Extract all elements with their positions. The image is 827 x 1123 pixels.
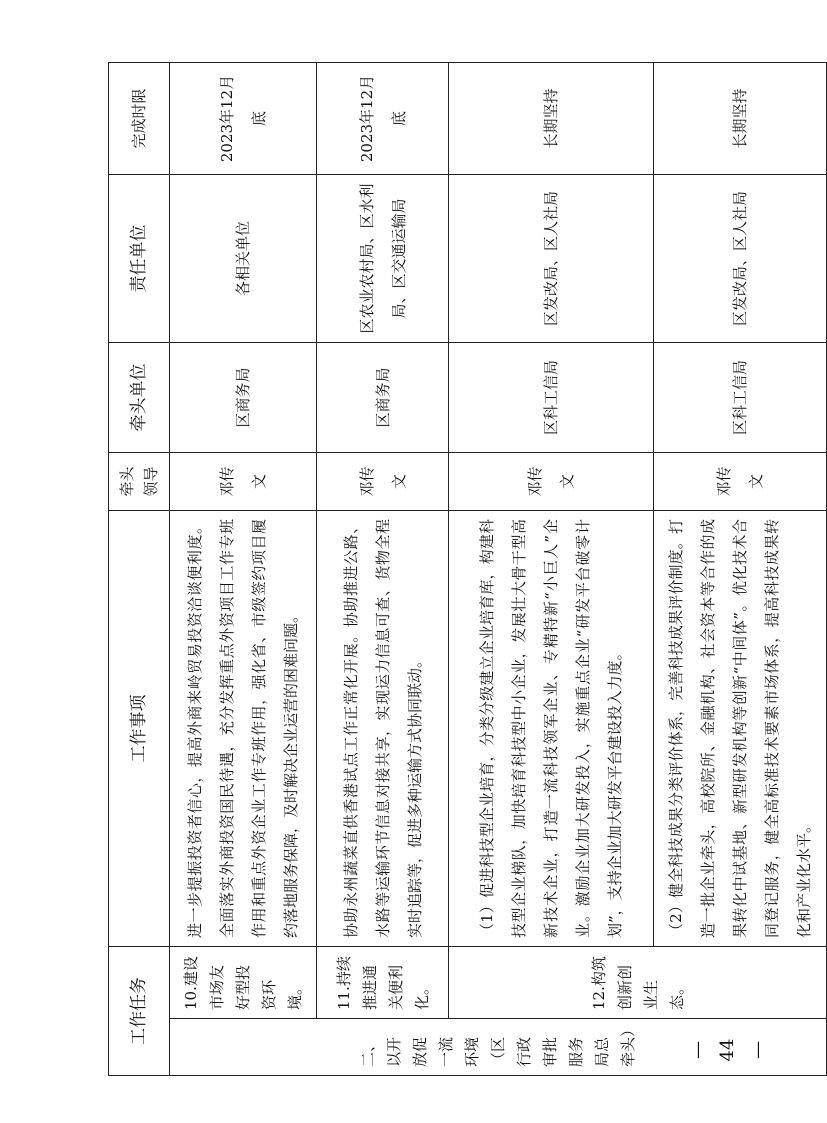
- table-row: [317, 63, 449, 1076]
- leader-cell: 邓传文: [654, 453, 827, 511]
- task-cell: 10.建设市场友好型投资环境。: [170, 947, 317, 1019]
- header-deadline: 完成时限: [109, 63, 170, 175]
- page-number: — 44 —: [687, 1038, 768, 1062]
- table-header-row: [109, 63, 170, 1076]
- leader-cell: 邓传文: [317, 453, 449, 511]
- header-leader: 牵头领导: [109, 453, 170, 511]
- task-cell: 11.持续推进通关便利化。: [317, 947, 449, 1019]
- lead-unit-cell: 区商务局: [317, 343, 449, 453]
- deadline-cell: 2023年12月底: [317, 63, 449, 175]
- lead-unit-cell: 区科工信局: [654, 343, 827, 453]
- rotated-table-wrapper: [108, 63, 813, 1076]
- item-cell: 协助永州蔬菜直供香港试点工作正常化开展。协助推进公路、水路等运输环节信息对接共享，实现运力信息可查、货物全程实时追踪等，促进多种运输方式协同联动。: [317, 511, 449, 947]
- section-cell: 二、以开放促一流环境（区行政审批服务局总牵头）: [170, 1019, 827, 1076]
- lead-unit-cell: 区科工信局: [449, 343, 654, 453]
- header-lead-unit: 牵头单位: [109, 343, 170, 453]
- lead-unit-cell: 区商务局: [170, 343, 317, 453]
- deadline-cell: 长期坚持: [654, 63, 827, 175]
- header-item: 工作事项: [109, 511, 170, 947]
- resp-unit-cell: 各相关单位: [170, 175, 317, 343]
- item-cell: 进一步提振投资者信心，提高外商来岭贸易投资洽谈便利度。全面落实外商投资国民待遇，充分发挥重点外资项目工作专班作用和重点外资企业工作专班作用，强化省、市级签约项目履约落地服务保障，及时解决企业运营的困难问题。: [170, 511, 317, 947]
- task-cell: 12.构筑创新创业生态。: [449, 947, 827, 1019]
- task-table: [108, 62, 827, 1076]
- table-row: [654, 63, 827, 1076]
- table-row: [449, 63, 654, 1076]
- item-cell: （1）促进科技型企业培育，分类分级建立企业培育库，构建科技型企业梯队，加快培育科技型中小企业，发展壮大骨干型高新技术企业，打造一流科技领军企业、专精特新“小巨人”企业。激励企业加大研发投入，实施重点企业“研发平台破零计划”，支持企业加大研发平台建设投入力度。: [449, 511, 654, 947]
- header-task: 工作任务: [109, 947, 170, 1076]
- deadline-cell: 长期坚持: [449, 63, 654, 175]
- deadline-cell: 2023年12月底: [170, 63, 317, 175]
- item-cell: （2）健全科技成果分类评价体系，完善科技成果评价制度。打造一批企业牵头，高校院所、金融机构、社会资本等合作的成果转化中试基地、新型研发机构等创新“中间体”。优化技术合同登记服务，健全高标准技术要素市场体系，提高科技成果转化和产业化水平。: [654, 511, 827, 947]
- header-resp-unit: 责任单位: [109, 175, 170, 343]
- leader-cell: 邓传文: [170, 453, 317, 511]
- leader-cell: 邓传文: [449, 453, 654, 511]
- resp-unit-cell: 区发改局、区人社局: [449, 175, 654, 343]
- table-row: [170, 63, 317, 1076]
- resp-unit-cell: 区农业农村局、区水利局、区交通运输局: [317, 175, 449, 343]
- resp-unit-cell: 区发改局、区人社局: [654, 175, 827, 343]
